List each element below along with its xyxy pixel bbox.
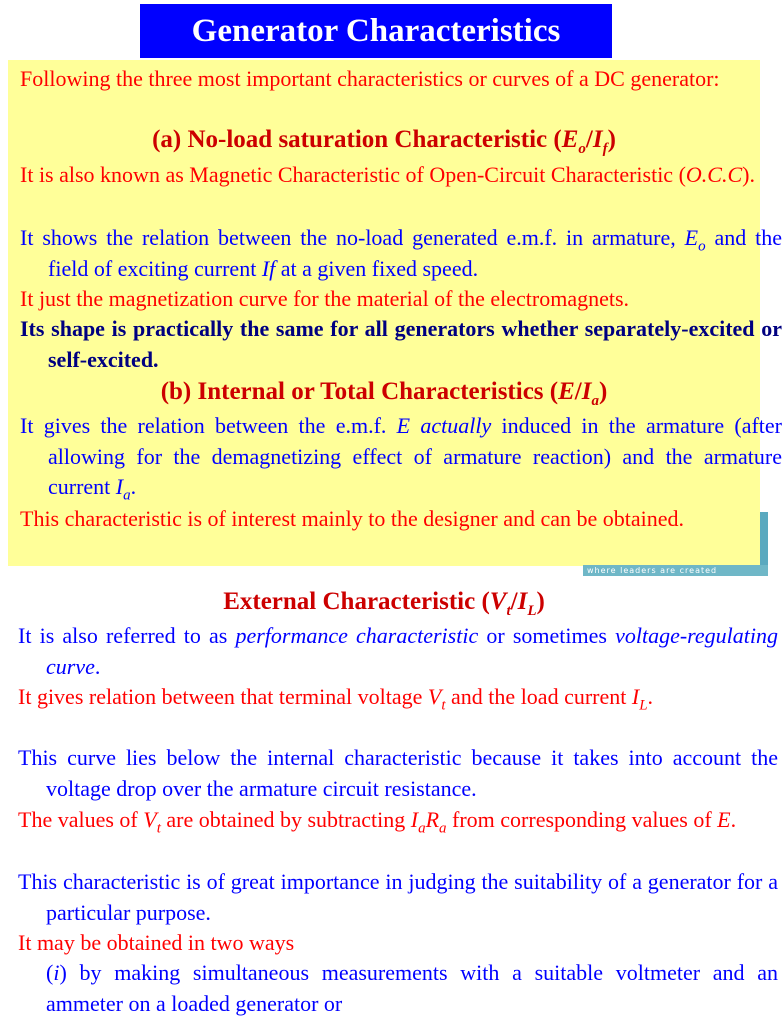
sc-p2-post: . — [647, 684, 654, 709]
section-c-p1 — [18, 621, 778, 682]
sa-p4: Its shape is practically the same for all generators whether separately-excited or self-excited. — [20, 316, 782, 372]
sc-p7-rest: ) by making simultaneous measurements with a suitable voltmeter and an ammeter on a loaded generator or — [46, 960, 778, 1016]
sa-p2-mid: and the field of exciting current — [48, 225, 782, 281]
section-a-p4 — [20, 314, 782, 375]
sc-h-sub-l: L — [527, 603, 537, 619]
sa-p1-post: ). — [742, 162, 755, 187]
sc-p4-sub-a1: a — [418, 820, 426, 837]
sb-p1-post: . — [130, 474, 137, 499]
sa-p2-sub: o — [698, 238, 706, 255]
sa-p2-e: E — [684, 225, 699, 250]
sc-h-pre: External Characteristic ( — [223, 588, 490, 615]
sc-h-post: ) — [536, 588, 545, 615]
section-c-heading — [0, 588, 768, 619]
sa-p1-ital: O.C.C — [685, 162, 743, 187]
sc-p6: It may be obtained in two ways — [18, 930, 295, 955]
section-c-p6 — [18, 928, 750, 959]
sa-h-e: E — [561, 126, 579, 153]
sc-h-v: V — [489, 588, 507, 615]
sc-p1-ital2: voltage-regulating curve — [46, 623, 779, 679]
sa-h-sub-f: f — [602, 141, 608, 157]
section-c-p2 — [18, 682, 778, 713]
sc-p2-sub-t: t — [441, 697, 446, 714]
sc-p4-mid: are obtained by subtracting — [160, 807, 411, 832]
sc-p2-sub-l: L — [639, 697, 648, 714]
sc-p4-e: E — [717, 807, 731, 832]
sc-p3: This curve lies below the internal characteristic because it takes into account the voltage drop over the armature circuit resistance. — [18, 745, 778, 801]
sa-h-mid: / — [585, 126, 593, 153]
sa-h-post: ) — [607, 126, 616, 153]
sc-p1-post: . — [94, 653, 101, 679]
sb-p1-pre: It gives the relation between the e.m.f. — [20, 413, 397, 438]
sa-h-i: I — [592, 126, 603, 153]
sa-p2-post: at a given fixed speed. — [275, 255, 479, 281]
sc-p4-v: V — [143, 807, 157, 832]
sa-p2-if: If — [261, 255, 276, 281]
section-c-p7 — [18, 958, 778, 1019]
sc-p4-sub-t: t — [156, 820, 161, 837]
sc-p4-post: . — [730, 807, 737, 832]
sb-h-sub: a — [591, 393, 599, 409]
sb-p1-mid: induced in the armature (after allowing for the demagnetizing effect of armature reaction) and the armature current — [48, 413, 783, 499]
intro-text — [20, 64, 784, 95]
page-title: Generator Characteristics — [140, 4, 612, 58]
section-a-p2 — [20, 223, 782, 284]
sa-h-pre: (a) No-load saturation Characteristic ( — [152, 126, 562, 153]
sa-p1-pre: It is also known as Magnetic Characteristic of Open-Circuit Characteristic ( — [20, 162, 686, 187]
section-a-p1 — [20, 160, 782, 191]
sb-p1-e: E — [396, 413, 411, 438]
sc-h-mid: / — [510, 588, 518, 615]
section-b-p2 — [20, 504, 782, 535]
sc-p2-v: V — [427, 684, 442, 709]
sc-p1-mid: or sometimes — [478, 623, 616, 648]
sb-p1-sub: a — [123, 487, 131, 504]
section-a-heading — [0, 126, 768, 157]
sc-p7-open: ( — [46, 960, 54, 985]
sb-h-i: I — [581, 378, 592, 405]
sc-p7-i: i — [53, 960, 60, 985]
sc-h-sub-t: t — [506, 603, 511, 619]
sc-h-i: I — [517, 588, 528, 615]
intro-span: Following the three most important characteristics or curves of a DC generator: — [20, 66, 720, 91]
sc-p2-pre: It gives relation between that terminal voltage — [18, 684, 428, 709]
sb-p2: This characteristic is of interest mainly to the designer and can be obtained. — [20, 506, 685, 531]
sb-h-pre: (b) Internal or Total Characteristics ( — [160, 378, 559, 405]
section-b-heading — [0, 378, 768, 409]
section-c-p3 — [18, 743, 778, 804]
section-c-p4 — [18, 805, 778, 836]
sb-h-post: ) — [598, 378, 608, 405]
sa-h-sub-o: o — [578, 141, 586, 157]
sc-p4-r: R — [425, 807, 440, 832]
section-a-p3 — [20, 284, 782, 315]
sb-h-mid: / — [574, 378, 582, 405]
sb-p1-i: I — [115, 474, 124, 499]
sc-p4-mid2: from corresponding values of — [446, 807, 718, 832]
sb-h-e: E — [558, 378, 575, 405]
sc-p2-i: I — [631, 684, 640, 709]
sa-p2-pre: It shows the relation between the no-load generated e.m.f. in armature, — [20, 225, 685, 250]
sa-p3: It just the magnetization curve for the material of the electromagnets. — [20, 286, 630, 311]
sc-p1-ital1: performance characteristic — [235, 623, 479, 648]
section-b-p1 — [20, 411, 782, 503]
sc-p2-mid: and the load current — [445, 684, 632, 709]
section-c-p5 — [18, 867, 778, 928]
sc-p4-sub-a2: a — [439, 820, 447, 837]
sc-p4-pre: The values of — [18, 807, 144, 832]
sc-p4-i: I — [410, 807, 419, 832]
sb-p1-actually: actually — [420, 413, 492, 438]
sc-p5: This characteristic is of great importance in judging the suitability of a generator for a particular purpose. — [18, 869, 778, 925]
footer-strip: where leaders are created — [583, 565, 768, 576]
sc-p1-pre: It is also referred to as — [18, 623, 236, 648]
